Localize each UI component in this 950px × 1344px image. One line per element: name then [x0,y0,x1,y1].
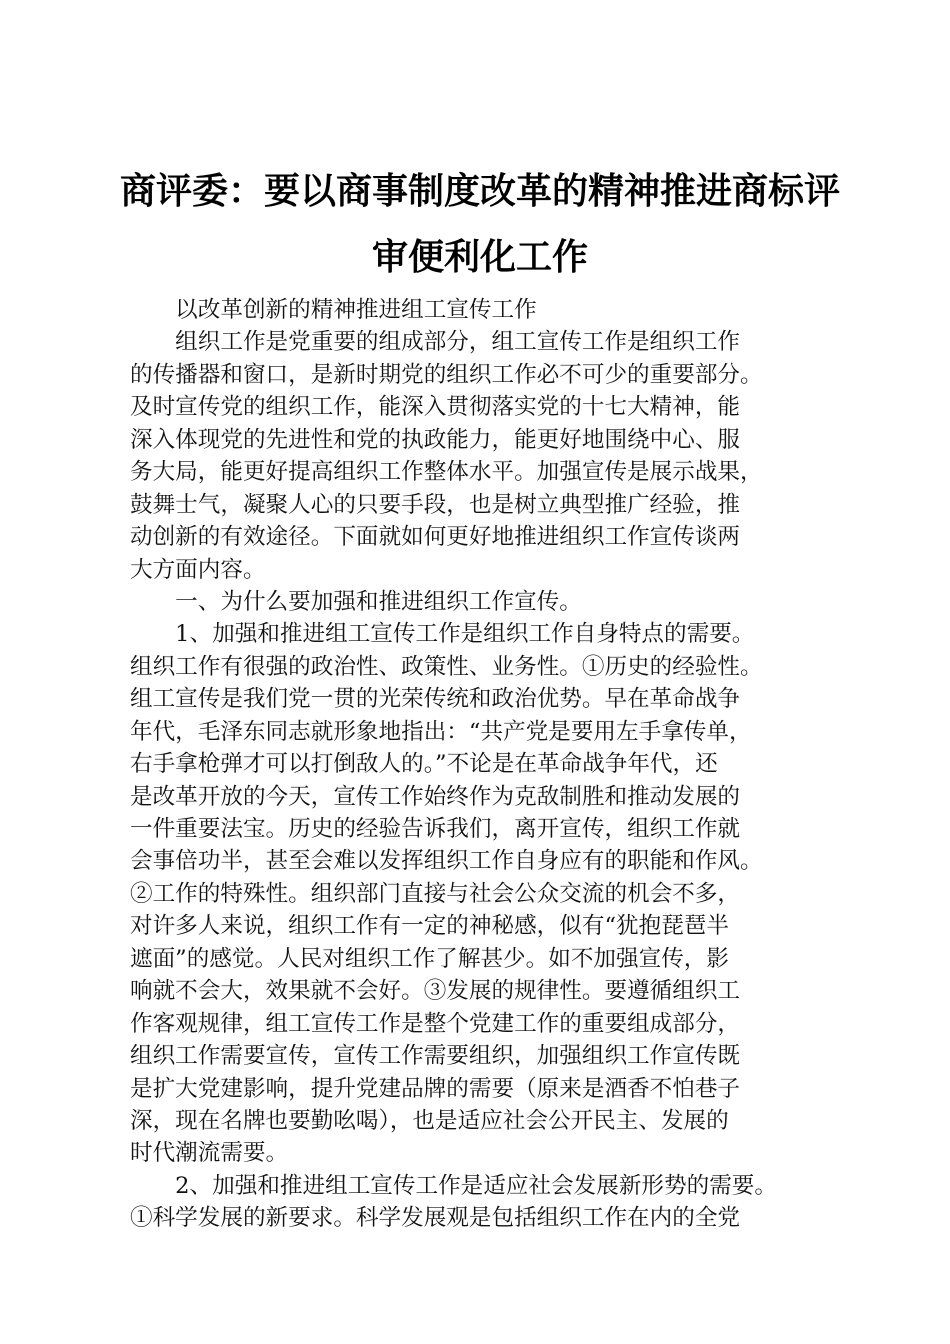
body-text-line: 2、加强和推进组工宣传工作是适应社会发展新形势的需要。 [130,1172,777,1199]
body-text-line: 一件重要法宝。历史的经验告诉我们，离开宣传，组织工作就 [130,816,741,842]
title-line-2: 审便利化工作 [371,236,588,278]
body-text-line: 大方面内容。 [130,556,266,583]
body-text-line: 遮面”的感觉。人民对组织工作了解甚少。如不加强宣传，影 [130,945,729,972]
body-text-line: 组织工作需要宣传，宣传工作需要组织，加强组织工作宣传既 [130,1043,741,1070]
body-text-line: 动创新的有效途径。下面就如何更好地推进组织工作宣传谈两 [130,524,741,551]
body-text-line: 年代，毛泽东同志就形象地指出：“共产党是要用左手拿传单， [130,718,752,745]
body-text-line: ①科学发展的新要求。科学发展观是包括组织工作在内的全党 [130,1205,741,1232]
body-text-line: 深，现在名牌也要勤吆喝），也是适应社会公开民主、发展的 [130,1107,729,1134]
body-text-line: 组工宣传是我们党一贯的光荣传统和政治优势。早在革命战争 [130,686,741,713]
body-text-line: 会事倍功半，甚至会难以发挥组织工作自身应有的职能和作风。 [130,848,763,875]
document-title [100,158,860,290]
body-text-line: 及时宣传党的组织工作，能深入贯彻落实党的十七大精神，能 [130,394,741,421]
body-text-line: 是改革开放的今天，宣传工作始终作为克敌制胜和推动发展的 [130,783,741,810]
body-text-line: 的传播器和窗口，是新时期党的组织工作必不可少的重要部分。 [130,361,763,388]
body-text-line: 鼓舞士气，凝聚人心的只要手段，也是树立典型推广经验，推 [130,491,741,518]
document-body [130,294,840,1235]
body-text-line: 对许多人来说，组织工作有一定的神秘感，似有“犹抱琵琶半 [130,913,729,940]
body-text-line: 以改革创新的精神推进组工宣传工作 [130,297,537,323]
body-text-line: 时代潮流需要。 [130,1140,289,1167]
body-text-line: 1、加强和推进组工宣传工作是组织工作自身特点的需要。 [130,621,755,648]
body-text-line: 组织工作有很强的政治性、政策性、业务性。①历史的经验性。 [130,653,763,680]
body-text-line: 务大局，能更好提高组织工作整体水平。加强宣传是展示战果， [130,459,763,486]
body-text-line: ②工作的特殊性。组织部门直接与社会公众交流的机会不多， [130,880,741,907]
body-text-line: 响就不会大，效果就不会好。③发展的规律性。要遵循组织工 [130,978,741,1005]
body-text-line: 组织工作是党重要的组成部分，组工宣传工作是组织工作 [130,329,741,356]
body-text-line: 是扩大党建影响，提升党建品牌的需要（原来是酒香不怕巷子 [130,1075,741,1102]
body-text-line: 一、为什么要加强和推进组织工作宣传。 [130,588,582,615]
body-text-line: 右手拿枪弹才可以打倒敌人的。”不论是在革命战争年代，还 [130,751,718,778]
body-text-line: 深入体现党的先进性和党的执政能力，能更好地围绕中心、服 [130,426,741,453]
title-line-1: 商评委：要以商事制度改革的精神推进商标评 [119,170,840,212]
body-text-line: 作客观规律，组工宣传工作是整个党建工作的重要组成部分， [130,1010,741,1037]
